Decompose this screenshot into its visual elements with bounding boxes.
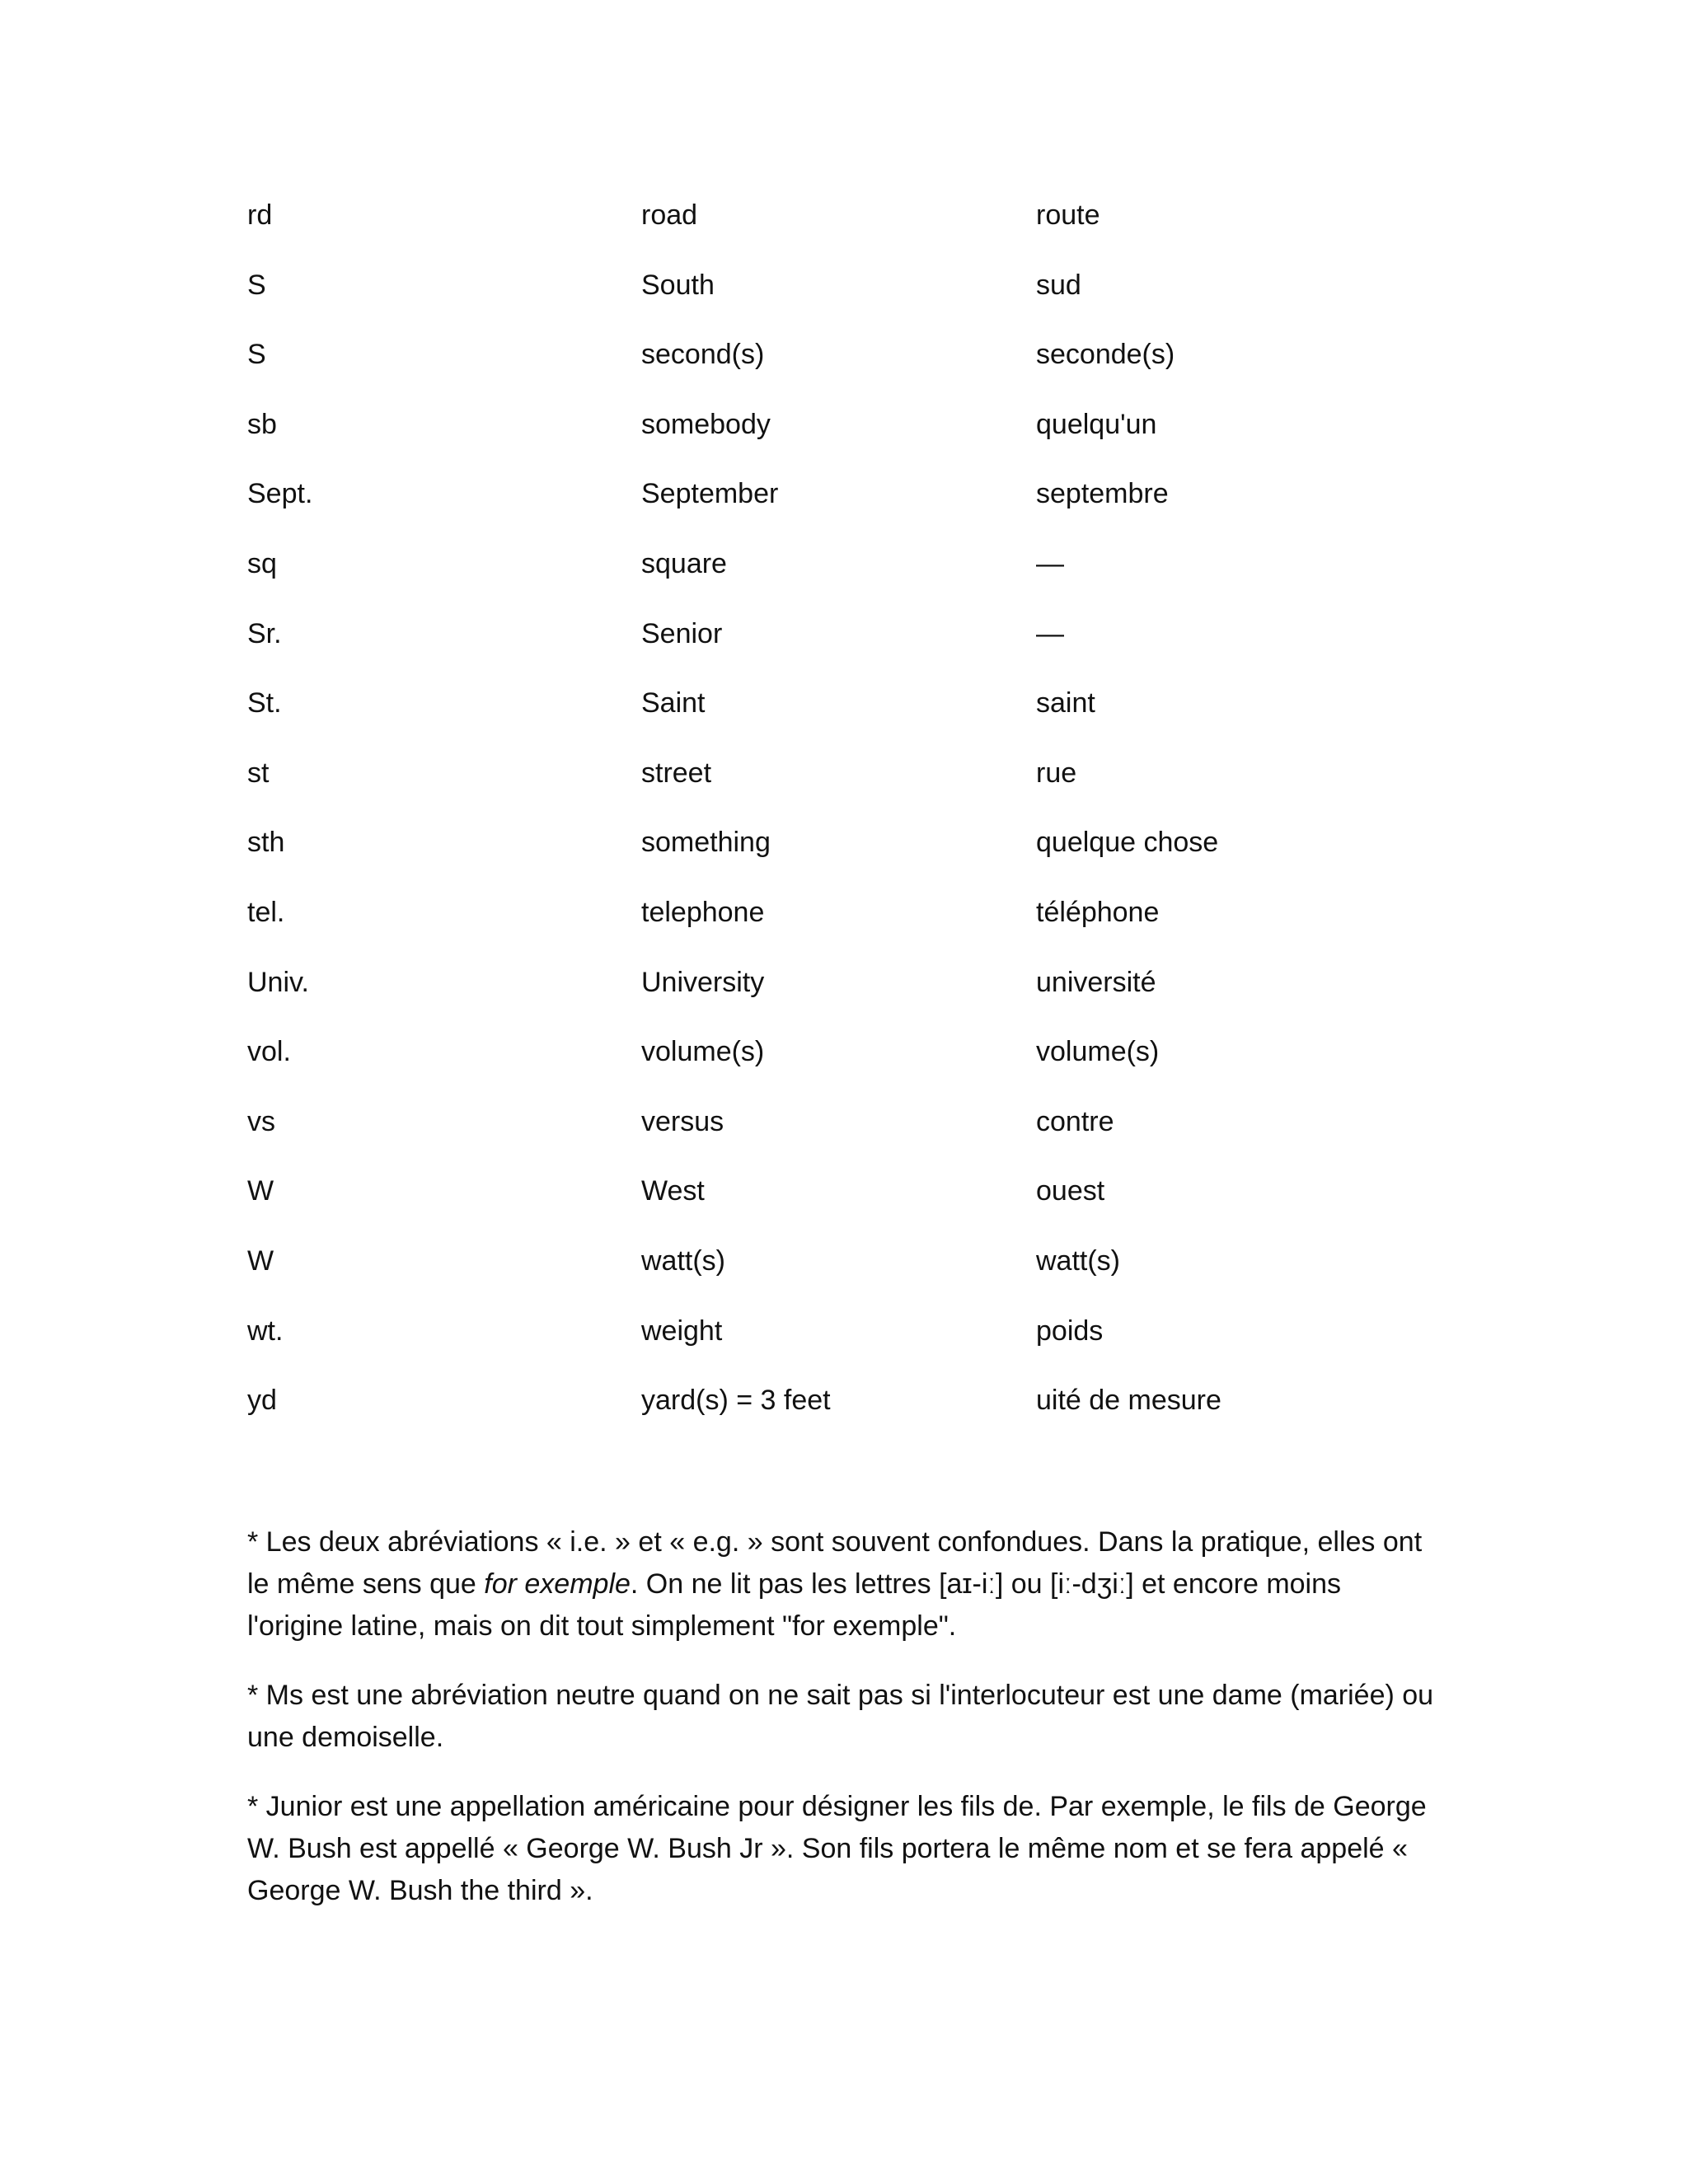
english-meaning-cell: volume(s) — [641, 1036, 765, 1068]
table-row — [247, 473, 1442, 543]
english-meaning-cell: yard(s) = 3 feet — [641, 1385, 831, 1417]
abbreviation-cell: W — [247, 1244, 274, 1277]
french-meaning-cell: septembre — [1036, 478, 1169, 510]
french-meaning-cell: université — [1036, 966, 1156, 998]
french-meaning-cell: route — [1036, 199, 1100, 231]
english-meaning-cell: telephone — [641, 896, 765, 928]
table-row — [247, 404, 1442, 474]
table-row — [247, 334, 1442, 404]
table-row — [247, 682, 1442, 752]
english-meaning-cell: square — [641, 547, 727, 579]
abbreviation-cell: sq — [247, 547, 277, 579]
note-emphasis: for exemple — [484, 1568, 631, 1600]
english-meaning-cell: University — [641, 966, 765, 998]
english-meaning-cell: Senior — [641, 617, 723, 649]
abbreviation-cell: wt. — [247, 1315, 284, 1347]
english-meaning-cell: street — [641, 757, 712, 789]
french-meaning-cell: téléphone — [1036, 896, 1160, 928]
french-meaning-cell: contre — [1036, 1105, 1114, 1137]
abbreviation-cell: S — [247, 339, 266, 371]
french-meaning-cell: uité de mesure — [1036, 1385, 1221, 1417]
english-meaning-cell: West — [641, 1175, 705, 1207]
english-meaning-cell: versus — [641, 1105, 724, 1137]
french-meaning-cell: — — [1036, 547, 1064, 579]
abbreviation-cell: yd — [247, 1385, 277, 1417]
abbreviation-table — [247, 194, 1442, 1450]
abbreviation-cell: sth — [247, 827, 285, 859]
note-ie-eg — [247, 1521, 1442, 1647]
abbreviation-cell: vol. — [247, 1036, 291, 1068]
table-row — [247, 1101, 1442, 1171]
note-text: * Les deux abréviations « i.e. » et « e.g. » sont souvent confondues. Dans la pratique, elles ont le même sens que — [247, 1526, 1423, 1600]
table-row — [247, 752, 1442, 823]
french-meaning-cell: saint — [1036, 687, 1095, 719]
french-meaning-cell: ouest — [1036, 1175, 1105, 1207]
french-meaning-cell: poids — [1036, 1315, 1104, 1347]
table-row — [247, 1031, 1442, 1101]
table-row — [247, 194, 1442, 265]
french-meaning-cell: quelqu'un — [1036, 408, 1157, 440]
table-row — [247, 1240, 1442, 1310]
french-meaning-cell: quelque chose — [1036, 827, 1219, 859]
abbreviation-cell: Sept. — [247, 478, 313, 510]
french-meaning-cell: rue — [1036, 757, 1077, 789]
table-row — [247, 1310, 1442, 1380]
table-row — [247, 1170, 1442, 1240]
english-meaning-cell: something — [641, 827, 771, 859]
table-row — [247, 543, 1442, 613]
english-meaning-cell: Saint — [641, 687, 706, 719]
english-meaning-cell: road — [641, 199, 698, 231]
table-row — [247, 822, 1442, 892]
french-meaning-cell: volume(s) — [1036, 1036, 1160, 1068]
table-row — [247, 962, 1442, 1032]
english-meaning-cell: watt(s) — [641, 1244, 725, 1277]
table-row — [247, 892, 1442, 962]
english-meaning-cell: September — [641, 478, 779, 510]
french-meaning-cell: watt(s) — [1036, 1244, 1120, 1277]
abbreviation-cell: Univ. — [247, 966, 309, 998]
note-ms: * Ms est une abréviation neutre quand on ne sait pas si l'interlocuteur est une dame (mariée) ou une demoiselle. — [247, 1680, 1434, 1753]
english-meaning-cell: somebody — [641, 408, 771, 440]
french-meaning-cell: — — [1036, 617, 1064, 649]
table-row — [247, 613, 1442, 683]
abbreviation-cell: rd — [247, 199, 273, 231]
abbreviation-cell: vs — [247, 1105, 275, 1137]
abbreviation-cell: Sr. — [247, 617, 282, 649]
english-meaning-cell: second(s) — [641, 339, 765, 371]
table-row — [247, 265, 1442, 335]
abbreviation-cell: tel. — [247, 896, 285, 928]
english-meaning-cell: South — [641, 269, 715, 301]
abbreviation-cell: st — [247, 757, 270, 789]
abbreviation-cell: W — [247, 1175, 274, 1207]
french-meaning-cell: sud — [1036, 269, 1081, 301]
english-meaning-cell: weight — [641, 1315, 723, 1347]
french-meaning-cell: seconde(s) — [1036, 339, 1175, 371]
footnotes — [247, 1521, 1442, 1939]
note-junior: * Junior est une appellation américaine pour désigner les fils de. Par exemple, le fils de George W. Bush est appellé « George W. Bush Jr ». Son fils portera le même nom et se fera appelé « George W. Bush the third ». — [247, 1791, 1427, 1906]
abbreviation-cell: St. — [247, 687, 282, 719]
abbreviation-cell: S — [247, 269, 266, 301]
note-text: . On ne lit pas les lettres [aɪ-iː] ou [iː-dʒiː] et encore moins l'origine latine, mais on dit tout simplement "for exemple". — [247, 1568, 1342, 1642]
abbreviation-cell: sb — [247, 408, 277, 440]
table-row — [247, 1380, 1442, 1450]
